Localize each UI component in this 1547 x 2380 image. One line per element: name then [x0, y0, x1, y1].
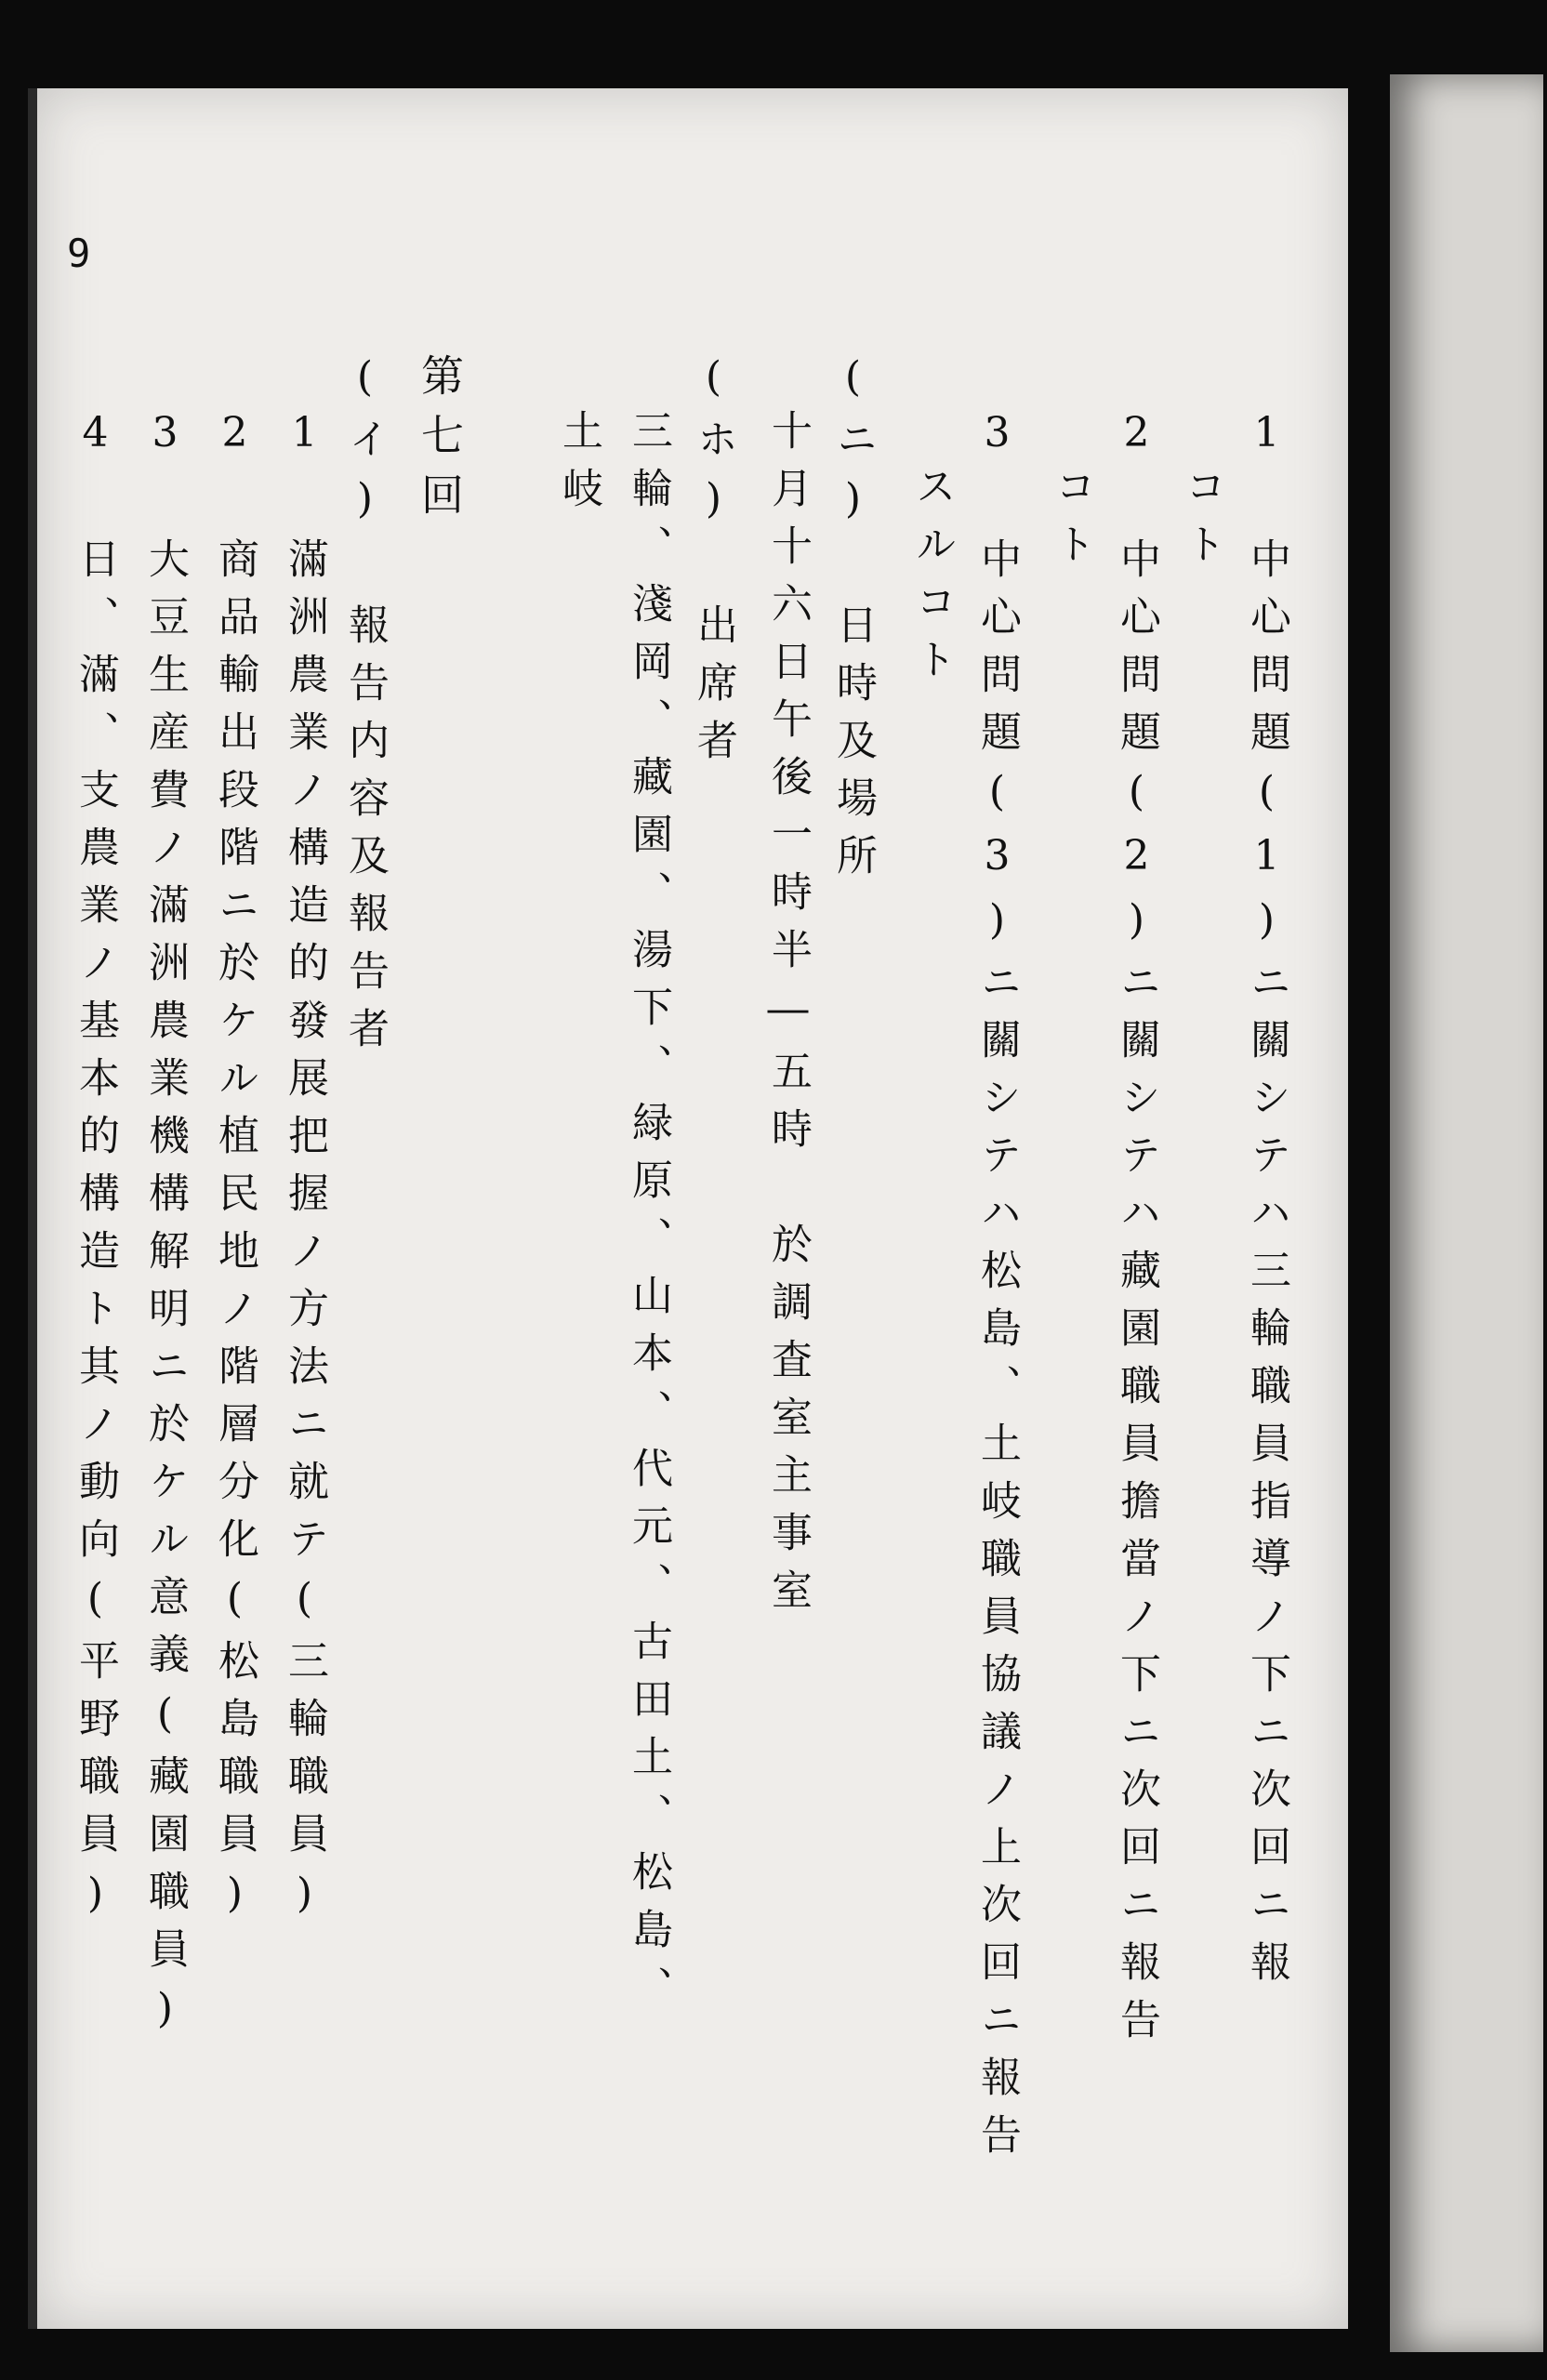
report-item-3: 3 大豆生産費ノ滿洲農業機構解明ニ於ケル意義(藏園職員): [141, 409, 189, 2049]
item-3-line: 3 中心問題(3)ニ關シテハ松島、土岐職員協議ノ上次回ニ報告: [973, 409, 1021, 2171]
item-2-cont: コト: [1048, 465, 1095, 580]
item-3-cont: スルコト: [908, 465, 956, 695]
attendees-line: 三輪、淺岡、藏園、湯下、緑原、山本、代元、古田土、松島、: [625, 409, 672, 2023]
session-7-heading: 第七回: [415, 353, 465, 532]
facing-page-edge: [1390, 74, 1543, 2352]
date-place-line: 十月十六日午後一時半―五時 於調査室主事室: [764, 409, 812, 1626]
report-item-2: 2 商品輸出段階ニ於ケル植民地ノ階層分化(松島職員): [211, 409, 258, 1934]
report-item-1: 1 滿洲農業ノ構造的發展把握ノ方法ニ就テ(三輪職員): [281, 409, 328, 1934]
section-i-heading: (イ) 報告内容及報告者: [341, 353, 389, 1064]
attendees-cont: 土岐: [555, 409, 602, 524]
report-item-4: 4 日、滿、支農業ノ基本的構造ト其ノ動向(平野職員): [72, 409, 119, 1934]
section-ho-heading: (ホ) 出席者: [690, 353, 737, 776]
section-ni-heading: (ニ) 日時及場所: [829, 353, 877, 892]
item-1-line: 1 中心問題(1)ニ關シテハ三輪職員指導ノ下ニ次回ニ報: [1243, 409, 1290, 1998]
item-1-cont: コト: [1178, 465, 1225, 580]
page-number: 9: [67, 231, 91, 276]
item-2-line: 2 中心問題(2)ニ關シテハ藏園職員擔當ノ下ニ次回ニ報告: [1113, 409, 1160, 2056]
